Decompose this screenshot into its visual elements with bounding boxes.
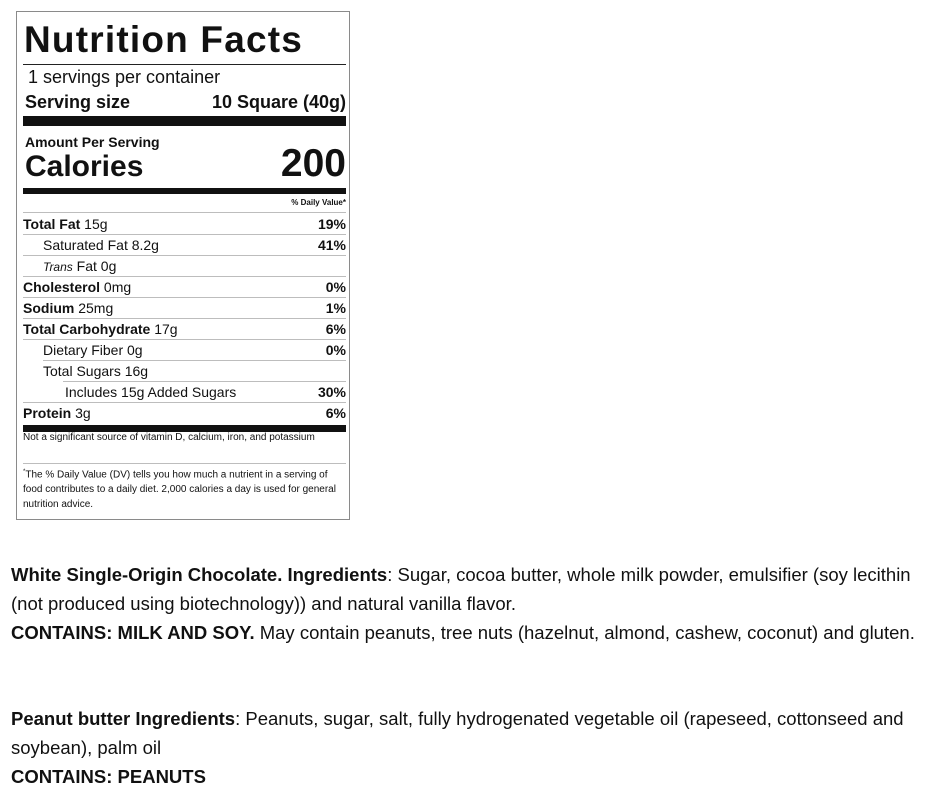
nutrient-amount: 0mg — [100, 279, 132, 295]
nutrient-row-added-sugars — [23, 382, 346, 403]
serving-size-row — [25, 90, 346, 114]
thick-divider — [23, 116, 346, 126]
nutrient-percent: 0% — [325, 342, 346, 358]
amount-per-serving: Amount Per Serving — [25, 134, 160, 150]
nutrient-row-trans-fat — [23, 256, 346, 277]
nutrient-name: Total Sugars 16g — [43, 363, 149, 379]
footnote-text: The % Daily Value (DV) tells you how much a nutrient in a serving of food contributes to a daily diet. 2,000 calories a day is used for general nutrition advice. — [23, 469, 336, 511]
nutrient-row-cholesterol — [23, 277, 346, 298]
nutrition-facts-label — [16, 11, 350, 520]
nutrient-row-protein — [23, 403, 346, 424]
may-contain-text: May contain peanuts, tree nuts (hazelnut, almond, cashew, coconut) and gluten. — [254, 622, 915, 643]
nutrient-amount: 25mg — [74, 300, 114, 316]
thick-divider — [23, 188, 346, 194]
serving-size-value: 10 Square (40g) — [211, 92, 346, 112]
divider — [23, 212, 346, 213]
divider — [23, 463, 346, 464]
calories-label: Calories — [25, 150, 144, 183]
nutrient-row-total-carbohydrate — [23, 319, 346, 340]
daily-value-header: % Daily Value* — [291, 198, 346, 207]
ingredients-text: : Sugar, cocoa butter, whole milk powder, emulsifier (soy lecithin (not produced using biotechnology)) and natural vanilla flavor. — [11, 564, 911, 614]
serving-size-label: Serving size — [25, 92, 131, 112]
allergen-statement: CONTAINS: PEANUTS — [11, 766, 206, 787]
nutrient-percent: 1% — [325, 300, 346, 316]
nutrient-name: Total Carbohydrate — [23, 321, 151, 337]
nutrient-row-sodium — [23, 298, 346, 319]
nutrient-percent: 30% — [317, 384, 346, 400]
nutrient-name: Sodium — [23, 300, 75, 316]
nutrient-percent: 6% — [325, 405, 346, 421]
white-chocolate-ingredients — [11, 560, 921, 647]
nutrient-row-total-fat — [23, 214, 346, 235]
nutrient-name: Includes 15g Added Sugars — [65, 384, 237, 400]
nutrient-amount: Fat 0g — [72, 258, 117, 274]
allergen-statement: CONTAINS: MILK AND SOY. — [11, 622, 255, 643]
nutrient-name: Total Fat — [23, 216, 81, 232]
nutrient-amount: 3g — [71, 405, 91, 421]
daily-value-footnote — [23, 465, 336, 512]
servings-per-container: 1 servings per container — [28, 67, 221, 87]
calories-value: 200 — [280, 142, 346, 185]
nutrient-percent: 0% — [325, 279, 346, 295]
nutrient-percent: 19% — [317, 216, 346, 232]
nutrient-amount: 17g — [150, 321, 178, 337]
nutrient-name: Trans — [43, 260, 73, 274]
nutrient-row-total-sugars — [23, 361, 346, 382]
nutrient-amount: 15g — [80, 216, 108, 232]
ingredients-heading: Peanut butter Ingredients — [11, 708, 236, 729]
nutrient-name: Saturated Fat 8.2g — [43, 237, 159, 253]
peanut-butter-ingredients — [11, 704, 921, 791]
nutrient-row-saturated-fat — [23, 235, 346, 256]
nutrient-percent: 41% — [317, 237, 346, 253]
nutrient-name: Protein — [23, 405, 72, 421]
footnote-mark: * — [23, 469, 26, 475]
nutrient-row-dietary-fiber — [23, 340, 346, 361]
ingredients-heading: White Single-Origin Chocolate. Ingredients — [11, 564, 388, 585]
vitamin-footnote: Not a significant source of vitamin D, calcium, iron, and potassium — [23, 432, 315, 443]
thick-divider — [23, 425, 346, 432]
nutrient-percent: 6% — [325, 321, 346, 337]
nutrient-name: Cholesterol — [23, 279, 101, 295]
divider — [23, 64, 346, 65]
nutrient-name: Dietary Fiber 0g — [43, 342, 143, 358]
ingredients-text: : Peanuts, sugar, salt, fully hydrogenated vegetable oil (rapeseed, cottonseed and soybean), palm oil — [11, 708, 904, 758]
label-title: Nutrition Facts — [24, 19, 304, 60]
